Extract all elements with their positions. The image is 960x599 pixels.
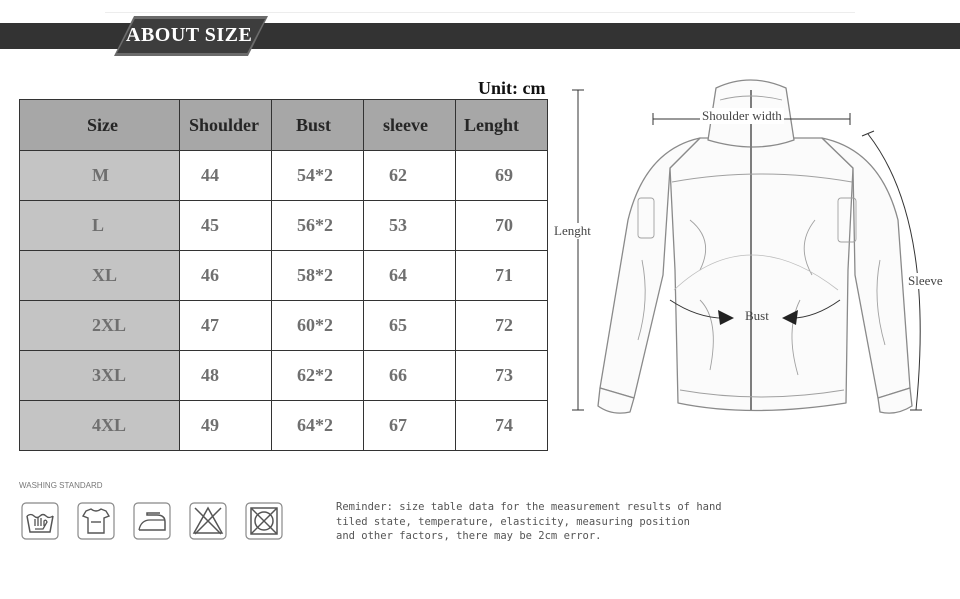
length-cell: 74	[456, 401, 548, 451]
table-row	[20, 151, 548, 201]
washing-standard-title: WASHING STANDARD	[19, 481, 103, 490]
shoulder-cell: 48	[180, 351, 272, 401]
length-cell: 73	[456, 351, 548, 401]
sleeve-label: Sleeve	[908, 273, 943, 288]
table-row	[20, 201, 548, 251]
iron-icon	[133, 502, 171, 540]
length-cell: 71	[456, 251, 548, 301]
shoulder-cell: 47	[180, 301, 272, 351]
hand-wash-icon	[21, 502, 59, 540]
no-tumble-dry-icon	[245, 502, 283, 540]
shoulder-width-label: Shoulder width	[702, 108, 782, 123]
size-table	[19, 99, 548, 451]
bust-cell: 64*2	[272, 401, 364, 451]
size-cell: 2XL	[20, 301, 180, 351]
column-header-sleeve: sleeve	[364, 100, 456, 151]
shoulder-cell: 45	[180, 201, 272, 251]
top-divider	[105, 12, 855, 13]
length-cell: 72	[456, 301, 548, 351]
bust-label: Bust	[745, 308, 769, 323]
size-cell: XL	[20, 251, 180, 301]
table-row	[20, 401, 548, 451]
sleeve-cell: 65	[364, 301, 456, 351]
table-row	[20, 251, 548, 301]
shoulder-cell: 44	[180, 151, 272, 201]
jacket-sketch-icon	[550, 70, 960, 430]
column-header-length: Lenght	[456, 100, 548, 151]
sleeve-cell: 62	[364, 151, 456, 201]
length-label: Lenght	[554, 223, 591, 238]
bust-cell: 54*2	[272, 151, 364, 201]
unit-label: Unit: cm	[478, 78, 546, 98]
bust-cell: 58*2	[272, 251, 364, 301]
sleeve-cell: 67	[364, 401, 456, 451]
page-title: ABOUT SIZE	[126, 24, 253, 46]
table-row	[20, 351, 548, 401]
table-row	[20, 301, 548, 351]
bust-cell: 62*2	[272, 351, 364, 401]
size-cell: 3XL	[20, 351, 180, 401]
shoulder-cell: 46	[180, 251, 272, 301]
shoulder-cell: 49	[180, 401, 272, 451]
bust-cell: 60*2	[272, 301, 364, 351]
reminder-text: Reminder: size table data for the measurement results of hand tiled state, temperature, elasticity, measuring position and other factors, there may be 2cm error.	[336, 501, 722, 542]
bust-cell: 56*2	[272, 201, 364, 251]
column-header-shoulder: Shoulder	[180, 100, 272, 151]
column-header-bust: Bust	[272, 100, 364, 151]
size-cell: L	[20, 201, 180, 251]
length-cell: 69	[456, 151, 548, 201]
table-header-row	[20, 100, 548, 151]
no-bleach-icon	[189, 502, 227, 540]
sleeve-cell: 66	[364, 351, 456, 401]
size-cell: 4XL	[20, 401, 180, 451]
sleeve-cell: 64	[364, 251, 456, 301]
measurement-diagram	[550, 70, 960, 430]
size-cell: M	[20, 151, 180, 201]
column-header-size: Size	[20, 100, 180, 151]
length-cell: 70	[456, 201, 548, 251]
sleeve-cell: 53	[364, 201, 456, 251]
dry-flat-icon	[77, 502, 115, 540]
